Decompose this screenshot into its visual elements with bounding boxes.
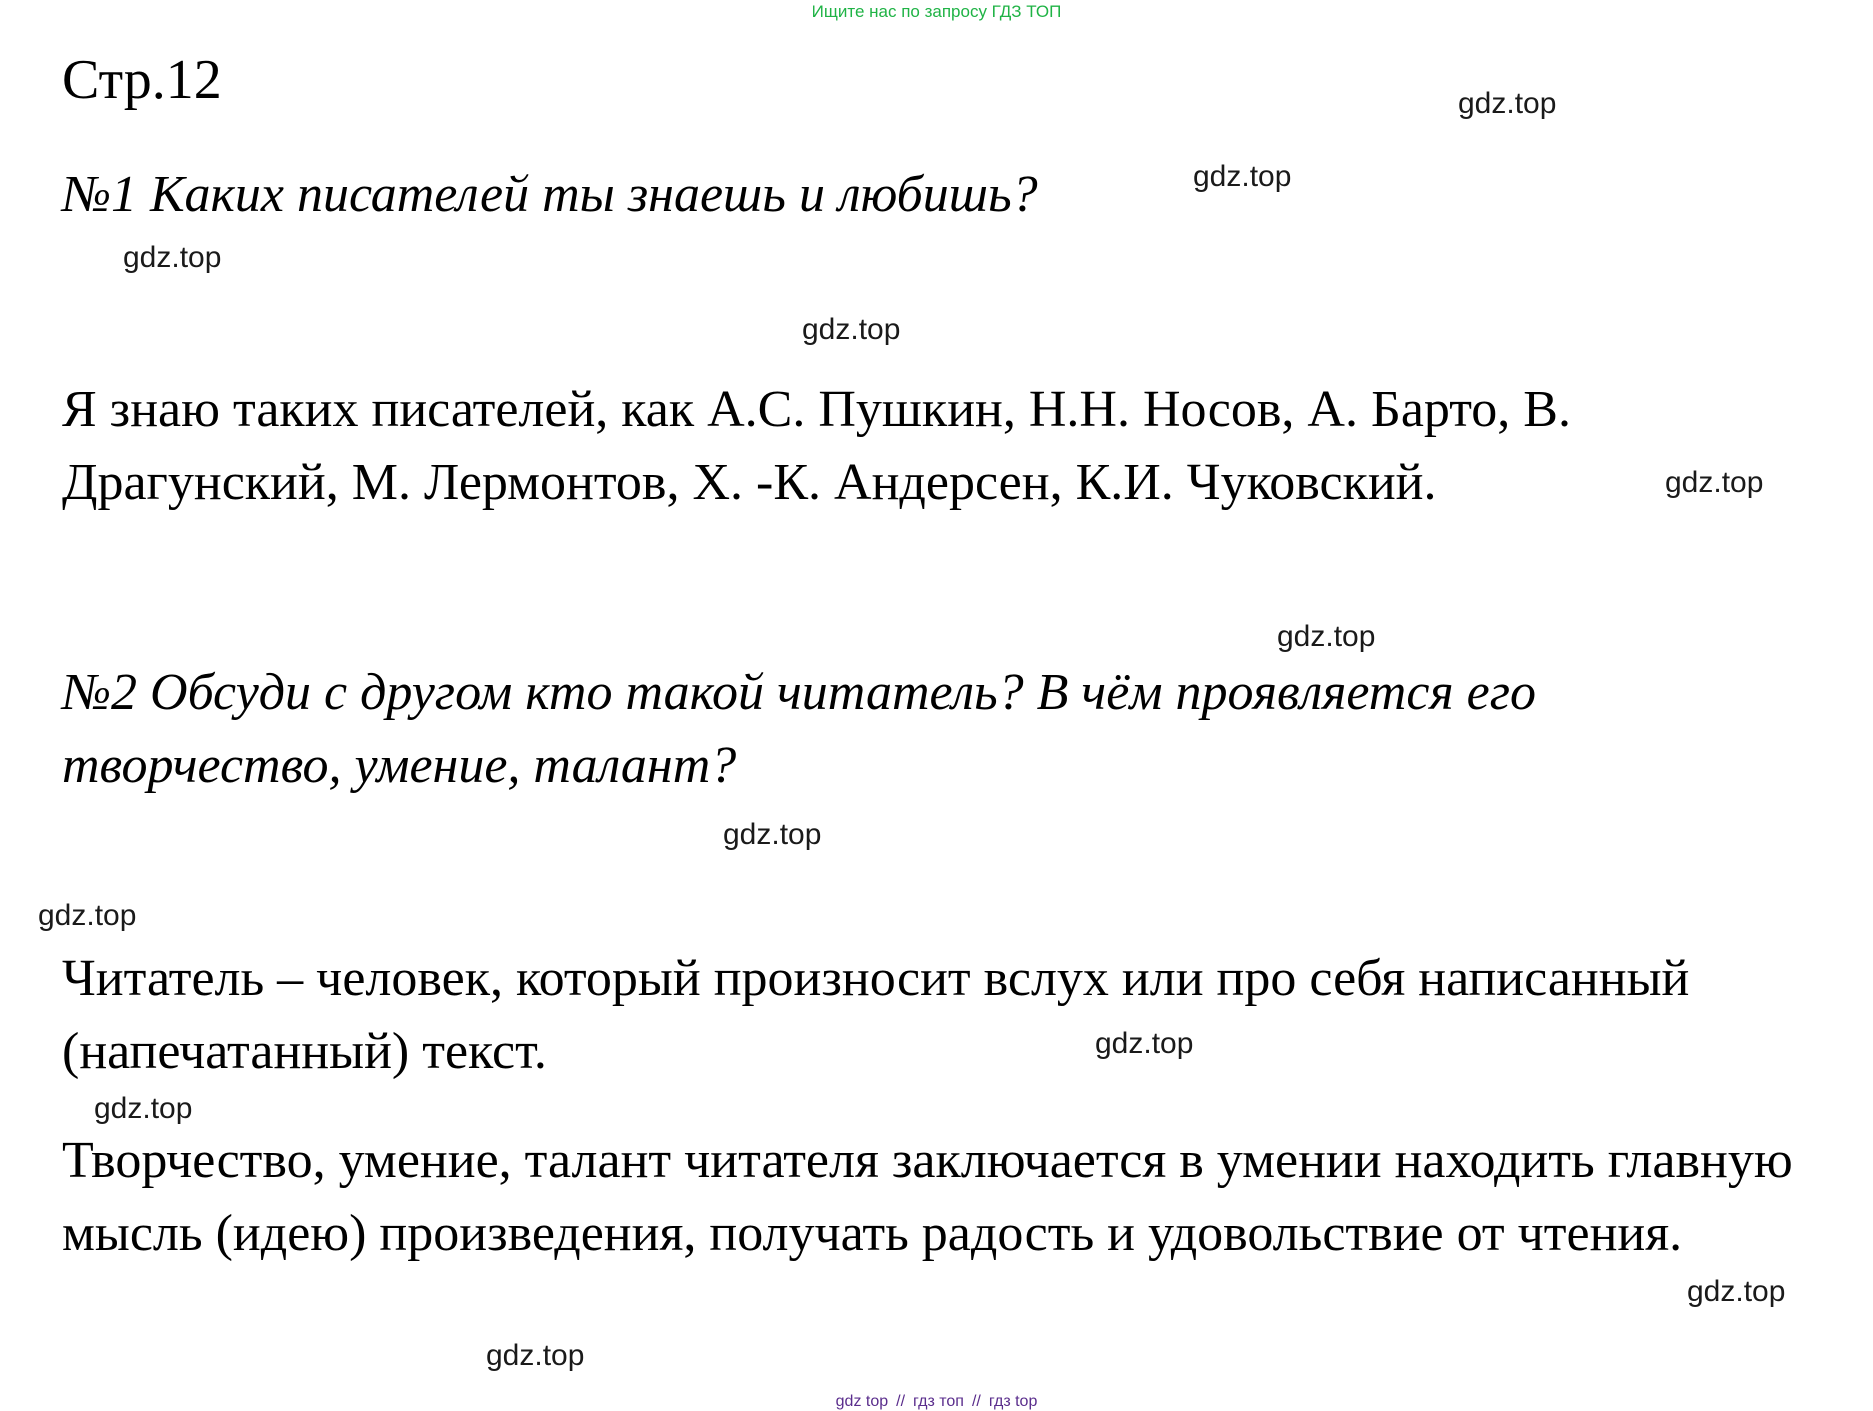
footer-separator: // [971,1393,981,1410]
watermark: gdz.top [123,241,222,274]
watermark: gdz.top [94,1092,193,1125]
question-1: №1 Каких писателей ты знаешь и любишь? [62,166,1038,223]
watermark: gdz.top [723,818,822,851]
question-2: №2 Обсуди с другом кто такой читатель? В чём проявляется его творчество, умение, талант? [62,664,1536,794]
answer-1: Я знаю таких писателей, как А.С. Пушкин, Н.Н. Носов, А. Барто, В. Драгунский, М. Лермонтов, Х. -К. Андерсен, К.И. Чуковский. [62,381,1571,511]
footer [0,1393,1873,1411]
page-title: Стр.12 [62,49,222,111]
footer-item: гдз top [988,1393,1038,1410]
watermark: gdz.top [1687,1275,1786,1308]
watermark: gdz.top [1458,87,1557,120]
footer-item: gdz top [835,1393,889,1410]
footer-separator: // [896,1393,906,1410]
watermark: gdz.top [802,313,901,346]
watermark: gdz.top [1193,160,1292,193]
watermark: gdz.top [486,1339,585,1372]
watermark: gdz.top [1277,620,1376,653]
answer-2-definition: Читатель – человек, который произносит вслух или про себя написанный (напечатанный) текст. [62,950,1690,1080]
watermark: gdz.top [1665,466,1764,499]
watermark: gdz.top [38,899,137,932]
top-banner: Ищите нас по запросу ГДЗ ТОП [811,2,1062,21]
footer-item: гдз топ [913,1393,964,1410]
answer-2-explanation: Творчество, умение, талант читателя заключается в умении находить главную мысль (идею) произведения, получать радость и удовольствие от чтения. [62,1132,1793,1262]
watermark: gdz.top [1095,1027,1194,1060]
